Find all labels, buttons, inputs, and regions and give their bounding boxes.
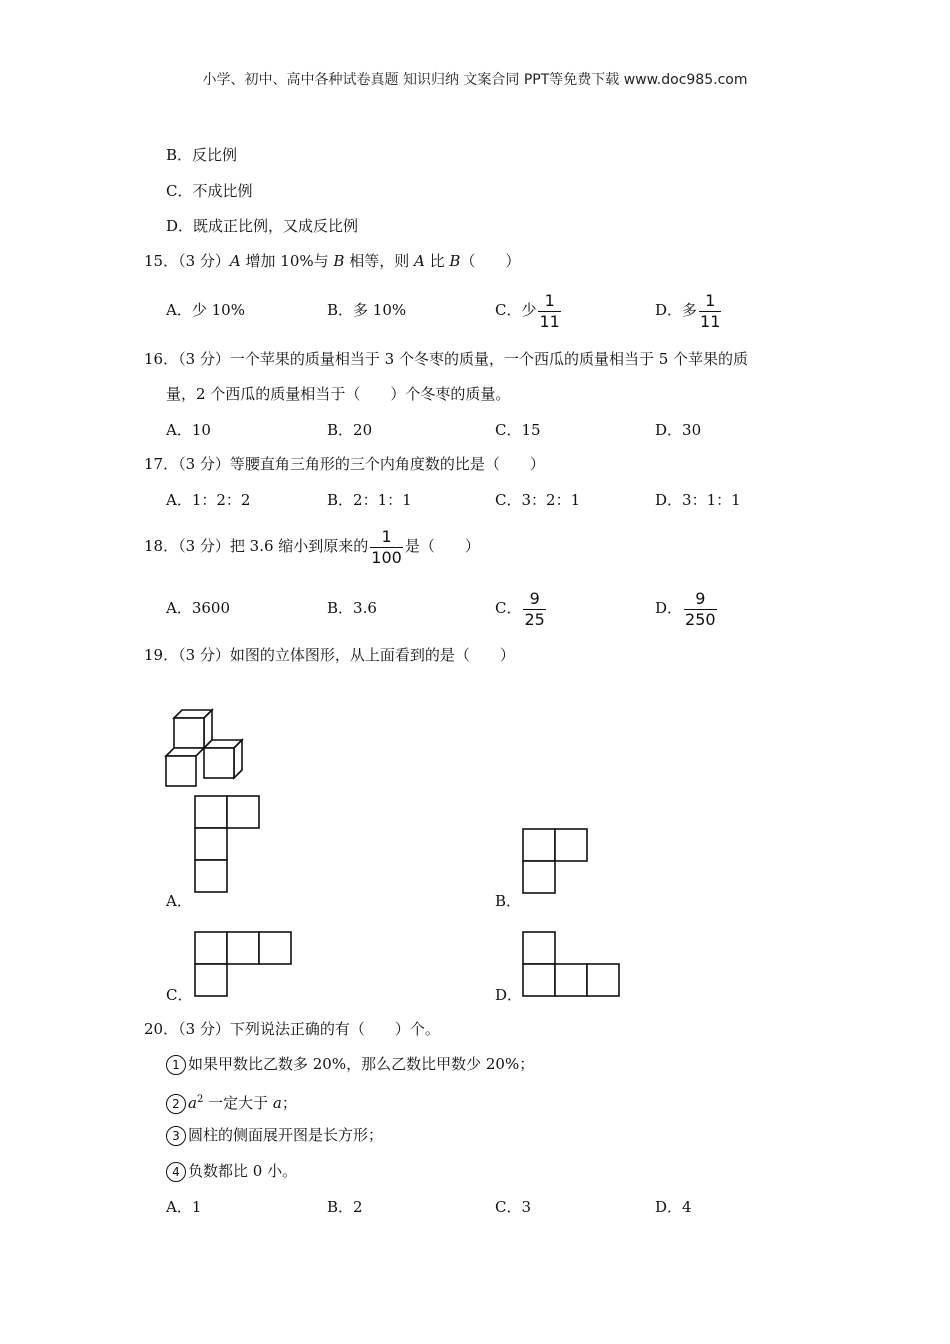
q19-option-c-figure[interactable] — [194, 931, 294, 999]
q15-option-c-fraction — [538, 292, 560, 331]
q15-option-d[interactable] — [655, 290, 723, 331]
fraction-numerator: 1 — [381, 526, 392, 546]
q15-stem — [144, 251, 520, 271]
q20-statement-3 — [166, 1125, 383, 1146]
circled-number-3: 3 — [166, 1126, 186, 1146]
q15-option-b[interactable]: B．多 10% — [327, 301, 407, 319]
q20-stem: 20．（3 分）下列说法正确的有（ ）个。 — [144, 1020, 440, 1038]
q19-option-d[interactable]: D． — [495, 986, 523, 1004]
q17-option-b[interactable]: B．2：1：1 — [327, 491, 412, 509]
fraction-denominator: 11 — [539, 311, 560, 331]
q19-solid-figure — [160, 706, 250, 788]
fraction-numerator: 9 — [529, 588, 540, 608]
q15-number: 15． — [144, 252, 179, 270]
q20-statement-4-text: 负数都比 0 小。 — [188, 1162, 298, 1180]
page-header: 小学、初中、高中各种试卷真题 知识归纳 文案合同 PPT等免费下载 www.doc985.com — [202, 72, 748, 88]
q18-option-c-label: C． — [495, 599, 522, 617]
q15-option-a[interactable]: A．少 10% — [166, 301, 245, 319]
q20-option-b[interactable]: B．2 — [327, 1198, 363, 1216]
q20-var-a2: a — [272, 1094, 282, 1112]
q15-text-4: （ ） — [460, 252, 521, 270]
fraction-numerator: 9 — [695, 588, 706, 608]
q18-fraction — [370, 528, 403, 567]
q19-stem: 19．（3 分）如图的立体图形，从上面看到的是（ ） — [144, 646, 515, 664]
q16-option-c[interactable]: C．15 — [495, 421, 541, 439]
q20-var-a: a — [188, 1094, 197, 1112]
q20-option-d[interactable]: D．4 — [655, 1198, 692, 1216]
q20-statement-2 — [166, 1090, 297, 1114]
q16-option-b[interactable]: B．20 — [327, 421, 373, 439]
q15-option-d-label: D．多 — [655, 301, 698, 319]
q16-stem-line1: 16．（3 分）一个苹果的质量相当于 3 个冬枣的质量，一个西瓜的质量相当于 5 个苹果的质 — [144, 350, 749, 368]
q20-statement-2-end: ； — [281, 1094, 297, 1112]
q14-option-d[interactable]: D．既成正比例，又成反比例 — [166, 217, 359, 235]
circled-number-1: 1 — [166, 1055, 186, 1075]
q19-option-c[interactable]: C． — [166, 986, 193, 1004]
q14-option-c[interactable]: C．不成比例 — [166, 182, 253, 200]
q18-option-d-fraction — [684, 590, 717, 629]
q15-var-b2: B — [449, 252, 461, 270]
circled-number-2: 2 — [166, 1094, 186, 1114]
q14-option-b[interactable]: B．反比例 — [166, 146, 238, 164]
q15-var-a: A — [229, 252, 241, 270]
fraction-denominator: 250 — [685, 609, 716, 629]
q19-option-a-figure[interactable] — [194, 795, 262, 895]
q17-stem: 17．（3 分）等腰直角三角形的三个内角度数的比是（ ） — [144, 455, 545, 473]
q20-statement-4 — [166, 1161, 297, 1182]
q15-var-b: B — [333, 252, 345, 270]
q19-option-d-figure[interactable] — [522, 931, 622, 999]
q20-statement-1-text: 如果甲数比乙数多 20%，那么乙数比甲数少 20%； — [188, 1055, 535, 1073]
q15-var-a2: A — [414, 252, 425, 270]
q20-statement-3-text: 圆柱的侧面展开图是长方形； — [188, 1126, 384, 1144]
q18-text-prefix: 18．（3 分）把 3.6 缩小到原来的 — [144, 537, 369, 555]
q20-statement-2-text: 一定大于 — [203, 1094, 273, 1112]
fraction-denominator: 100 — [371, 547, 402, 567]
q16-option-d[interactable]: D．30 — [655, 421, 702, 439]
q16-option-a[interactable]: A．10 — [166, 421, 211, 439]
q18-stem — [144, 526, 480, 567]
q15-text-2: 相等，则 — [344, 252, 414, 270]
q18-option-c[interactable] — [495, 588, 548, 629]
q17-option-d[interactable]: D．3：1：1 — [655, 491, 741, 509]
q15-option-c-label: C．少 — [495, 301, 537, 319]
q20-option-c[interactable]: C．3 — [495, 1198, 532, 1216]
q15-text-1: 增加 10%与 — [245, 252, 334, 270]
q17-option-c[interactable]: C．3：2：1 — [495, 491, 581, 509]
q18-option-d[interactable] — [655, 588, 719, 629]
fraction-numerator: 1 — [705, 290, 716, 310]
q20-statement-1 — [166, 1054, 534, 1075]
q15-score: （3 分） — [178, 252, 230, 270]
q17-option-a[interactable]: A．1：2：2 — [166, 491, 251, 509]
q20-exponent: 2 — [196, 1094, 204, 1105]
q18-option-a[interactable]: A．3600 — [166, 599, 231, 617]
q18-option-d-label: D． — [655, 599, 683, 617]
q18-option-c-fraction — [523, 590, 545, 629]
q15-option-d-fraction — [699, 292, 721, 331]
q18-option-b[interactable]: B．3.6 — [327, 599, 377, 617]
fraction-numerator: 1 — [544, 290, 555, 310]
q16-stem-line2: 量，2 个西瓜的质量相当于（ ）个冬枣的质量。 — [166, 385, 511, 403]
q18-text-suffix: 是（ ） — [404, 537, 480, 555]
fraction-denominator: 25 — [524, 609, 545, 629]
q19-option-b[interactable]: B． — [495, 892, 522, 910]
q15-text-3: 比 — [424, 252, 450, 270]
q19-option-b-figure[interactable] — [522, 828, 590, 896]
fraction-denominator: 11 — [700, 311, 721, 331]
q15-option-c[interactable] — [495, 290, 563, 331]
q19-option-a[interactable]: A． — [166, 892, 192, 910]
q20-option-a[interactable]: A．1 — [166, 1198, 202, 1216]
circled-number-4: 4 — [166, 1162, 186, 1182]
